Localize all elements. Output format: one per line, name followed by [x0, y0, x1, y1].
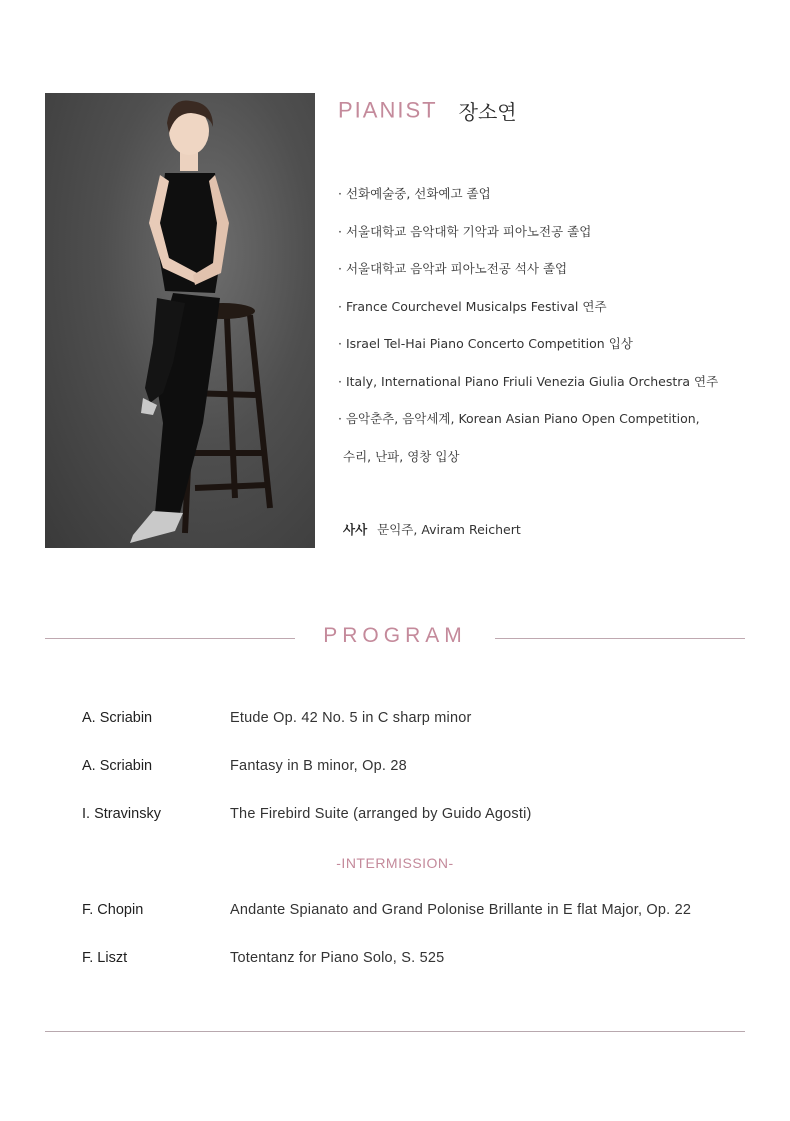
bio-item: · 서울대학교 음악과 피아노전공 석사 졸업: [338, 261, 568, 276]
role-label: PIANIST: [338, 97, 438, 123]
teacher-label: 사사: [343, 522, 368, 537]
teacher-names: 문익주, Aviram Reichert: [377, 522, 521, 537]
program-item: [82, 710, 762, 732]
intermission-label: -INTERMISSION-: [336, 855, 454, 871]
composer-name: A. Scriabin: [82, 710, 153, 726]
composer-name: A. Scriabin: [82, 758, 153, 774]
teacher-line: [343, 520, 521, 538]
divider-right: [495, 638, 745, 639]
bio-item: · 서울대학교 음악대학 기악과 피아노전공 졸업: [338, 223, 592, 239]
work-title: Etude Op. 42 No. 5 in C sharp minor: [230, 710, 472, 726]
program-item: [82, 902, 762, 924]
bio-item: · 선화예술중, 선화예고 졸업: [338, 186, 491, 201]
work-title: Fantasy in B minor, Op. 28: [230, 758, 407, 774]
bio-item: · Israel Tel-Hai Piano Concerto Competition 입상: [338, 336, 633, 351]
composer-name: F. Liszt: [82, 950, 128, 966]
program-item: [82, 806, 762, 828]
divider-left: [45, 638, 295, 639]
performer-heading: [338, 96, 517, 126]
program-title: PROGRAM: [323, 624, 467, 647]
program-item: [82, 758, 762, 780]
bottom-divider: [45, 1031, 745, 1032]
composer-name: F. Chopin: [82, 902, 144, 918]
program-item: [82, 950, 762, 972]
biography-list: [338, 184, 758, 484]
performer-name: 장소연: [458, 100, 517, 124]
composer-name: I. Stravinsky: [82, 806, 161, 822]
work-title: The Firebird Suite (arranged by Guido Agosti): [230, 806, 532, 822]
work-title: Totentanz for Piano Solo, S. 525: [230, 950, 445, 966]
bio-item: · 음악춘추, 음악세계, Korean Asian Piano Open Competition,: [338, 411, 700, 426]
work-title: Andante Spianato and Grand Polonise Brillante in E flat Major, Op. 22: [230, 902, 692, 918]
pianist-figure-illustration: [45, 93, 315, 548]
bio-item: · France Courchevel Musicalps Festival 연주: [338, 298, 607, 314]
bio-item-continuation: 수리, 난파, 영창 입상: [343, 448, 460, 464]
bio-item: · Italy, International Piano Friuli Venezia Giulia Orchestra 연주: [338, 373, 719, 389]
pianist-photo: [45, 93, 315, 548]
